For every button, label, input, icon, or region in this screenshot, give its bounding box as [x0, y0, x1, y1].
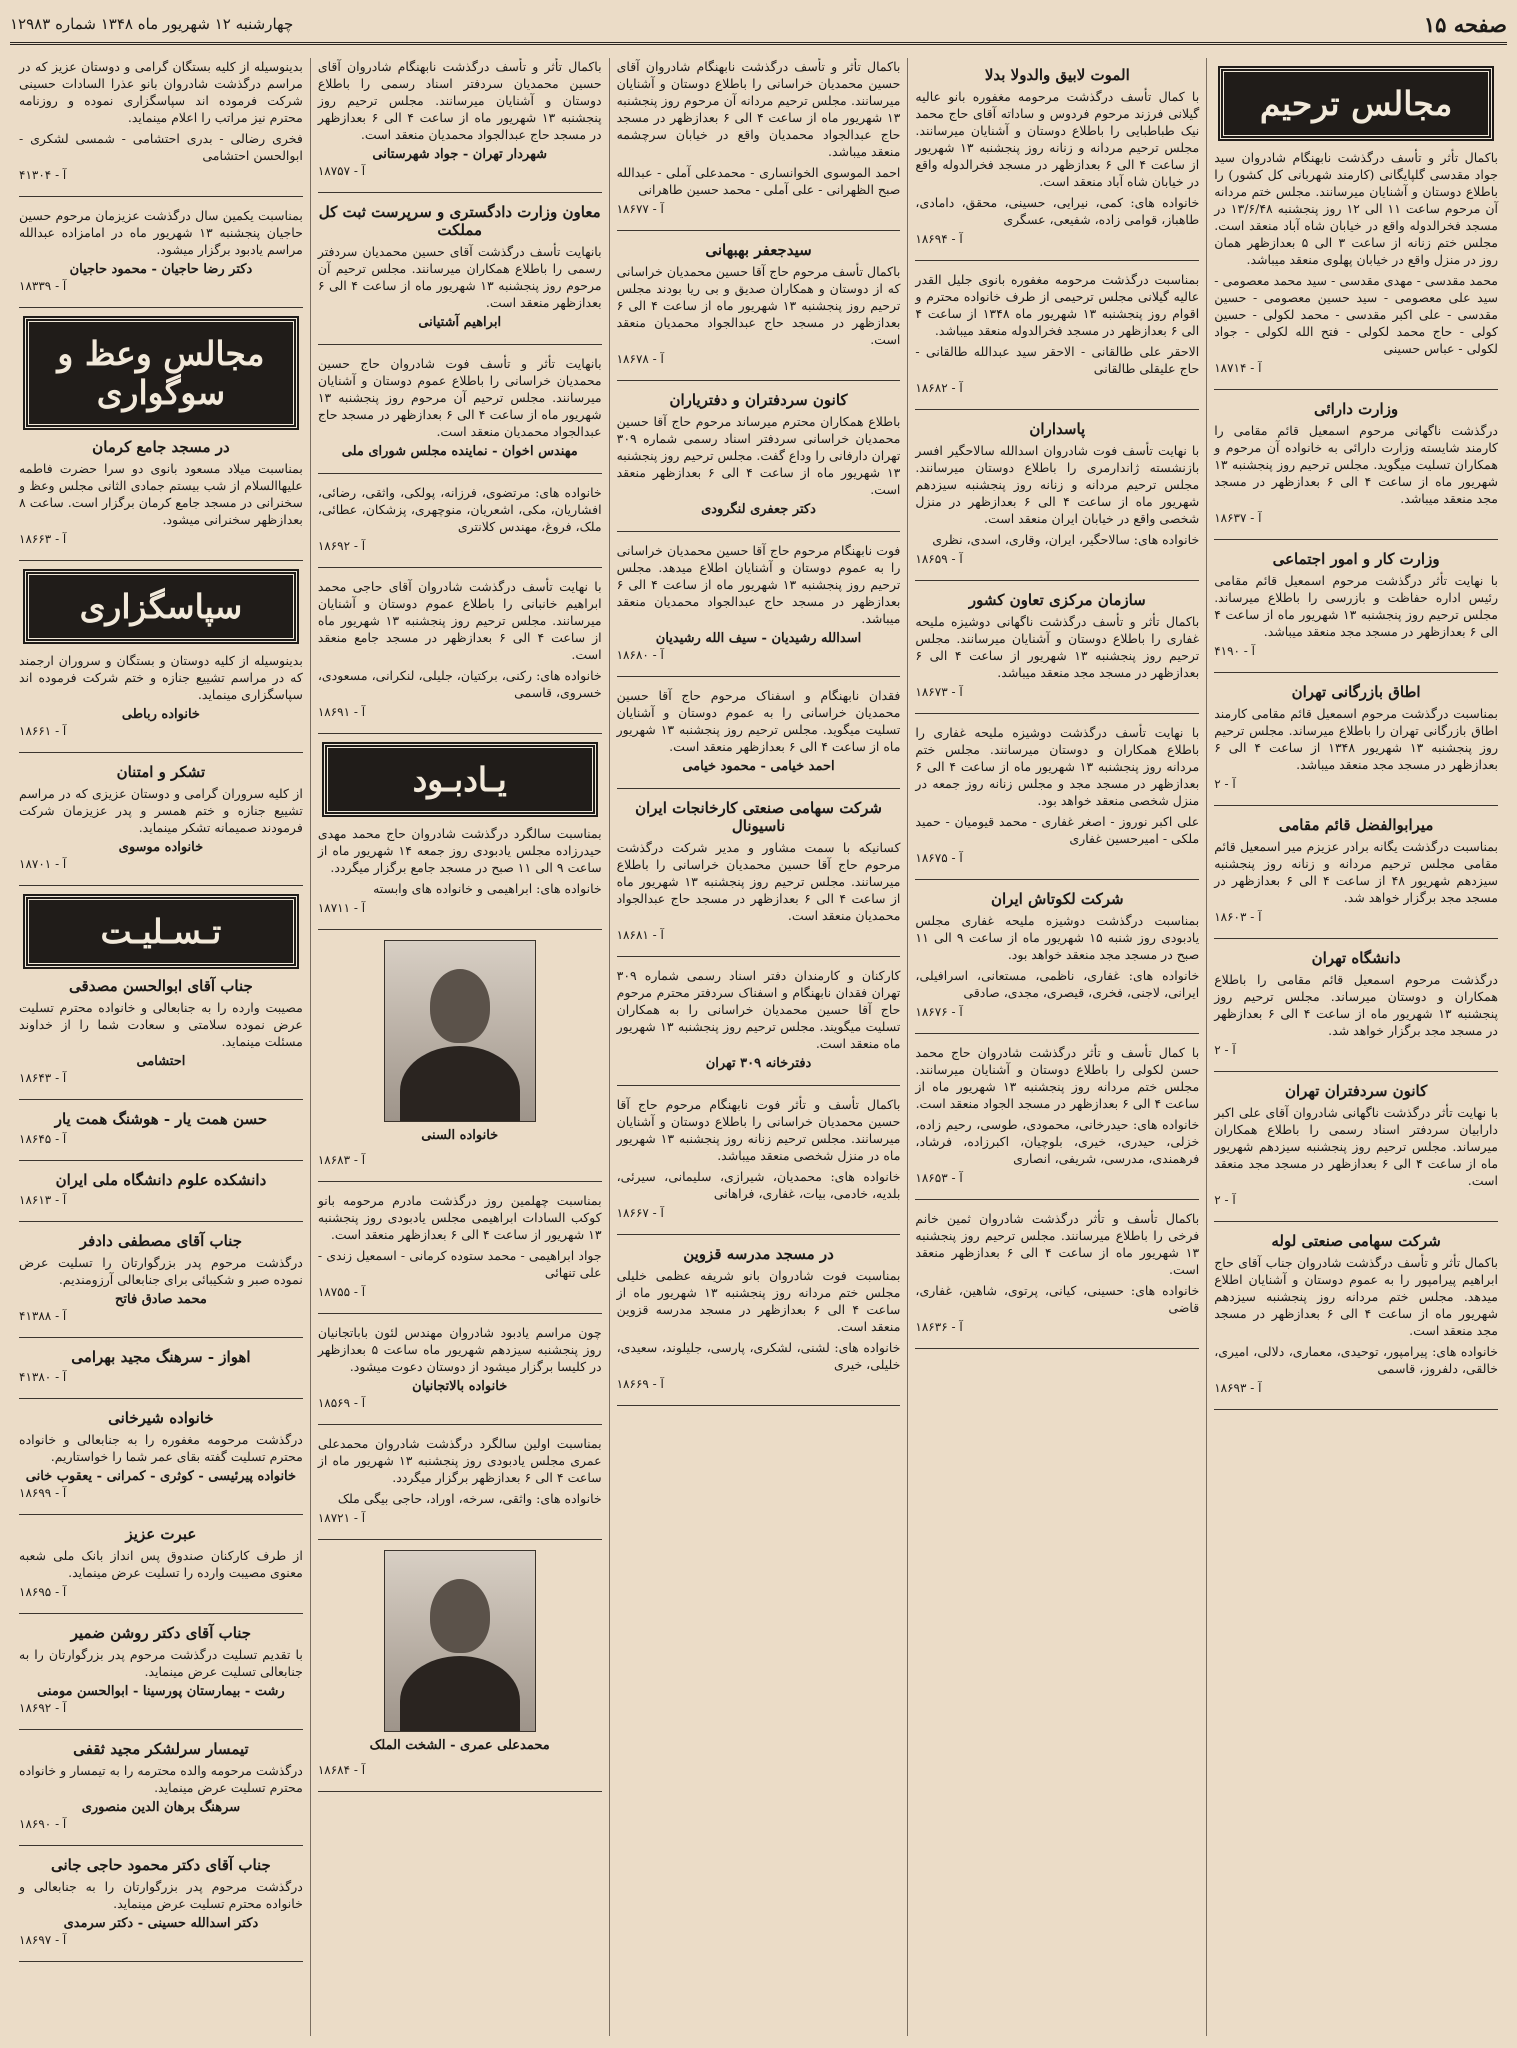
- notice-code: آ - ۱۸۶۸۰: [616, 648, 664, 662]
- notice-text: باکمال تأسف مرحوم حاج آقا حسین محمدیان خراسانی که از دوستان و همکاران صدیق و بی ریا بودند مجلس ترحیم روز پنجشنبه ۱۳ شهریور ماه از ساعت ۴ الی ۶ بعدازظهر در مسجد حاج عبدالجواد محمدیان منعقد است.: [616, 264, 901, 347]
- notice-block: [318, 1550, 602, 1777]
- notice-code: آ - ۱۸۷۱۱: [317, 901, 366, 915]
- divider: [1214, 1071, 1498, 1072]
- notice-heading: کانون سردفتران و دفترياران: [669, 391, 848, 409]
- notice-block: [19, 1624, 303, 1715]
- notice-code: آ - ۱۸۶۹۵: [19, 1585, 67, 1599]
- divider: [19, 752, 303, 753]
- notice-block: [318, 58, 602, 178]
- notice-block: [318, 1324, 602, 1410]
- divider: [19, 1961, 303, 1962]
- notice-text: با نهایت تأسف درگذشت شادروان آقای حاجی محمد ابراهیم خانبانی را باطلاع عموم دوستان و آشنایان میرسانند. مجلس ترحیم روز پنجشنبه ۱۳ شهریور ماه از ساعت ۴ الی ۶ بعدازظهر در مسجد جامع منعقد است.: [317, 579, 602, 662]
- divider: [318, 733, 602, 734]
- notice-block: [318, 578, 602, 719]
- notice-block: [1214, 683, 1498, 791]
- notice-code: آ - ۱۸۶۷۷: [616, 202, 664, 216]
- notice-text: با کمال تأسف و تأثر درگذشت شادروان حاج محمد حسن لکولی را باطلاع دوستان و آشنایان میرسانند. مجلس ختم مردانه روز پنجشنبه ۱۳ شهریور ماه از ساعت ۴ الی ۶ بعدازظهر در مسجد الجواد منعقد است.: [915, 1045, 1200, 1111]
- divider: [617, 1085, 901, 1086]
- notice-text: درگذشت مرحوم پدر بزرگوارتان را تسلیت عرض نموده صبر و شکیبائی برای جنابعالی آرزومندیم.: [19, 1255, 303, 1287]
- notice-code: آ - ۱۸۶۶۹: [616, 1377, 664, 1391]
- issue-info: چهارشنبه ۱۲ شهریور ماه ۱۳۴۸ شماره ۱۲۹۸۳: [10, 15, 294, 33]
- notice-block: [19, 58, 303, 182]
- notice-code: آ - ۴۱۹۰: [1214, 644, 1256, 658]
- notice-signature: رشت - بیمارستان پورسینا - ابوالحسن مومنی: [37, 1684, 285, 1699]
- notice-text: با نهایت تأسف فوت شادروان اسدالله سالاحگیر افسر بازنشسته ژاندارمری را باطلاع دوستان میرسانند. مجلس ترحیم مردانه و زنانه روز پنجشنبه سیزدهم شهریور ماه از ساعت ۴ الی ۶ بعدازظهر در منزل شخصی واقع در خیابان ایران منعقد است.: [915, 443, 1200, 526]
- notice-code: آ - ۱۸۳۳۹: [19, 279, 67, 293]
- notice-code: آ - ۱۸۶۳۶: [915, 1320, 963, 1334]
- notice-heading: معاون وزارت دادگستری و سرپرست ثبت کل مملکت: [318, 203, 601, 239]
- notice-block: [915, 271, 1199, 395]
- notice-heading: سیدجعفر بهبهانی: [705, 241, 812, 259]
- divider: [19, 885, 303, 886]
- notice-code: آ - ۱۸۵۶۹: [317, 1396, 366, 1410]
- notice-block: [617, 687, 901, 774]
- notice-code: آ - ۱۸۶۸۴: [317, 1763, 366, 1777]
- divider: [1214, 389, 1498, 390]
- column-4: [310, 58, 609, 2036]
- notice-text: باکمال تأثر و تأسف درگذشت نابهنگام شادروان سید جواد مقدسی گلپایگانی (کارمند شهربانی کل کشور) را باطلاع دوستان و آشنایان میرسانند. مجلس ختم مردانه آن مرحوم ساعت ۱۱ الی ۱۲ روز پنجشنبه ۱۳/۶/۴۸ در مسجد فخرالدوله واقع در خیابان شاه آباد منعقد است. مجلس ختم زنانه از ساعت ۳ الی ۵ بعدازظهر همان روز در منزل واقع در خیابان پهلوی منعقد میباشد.: [1214, 150, 1498, 267]
- notice-code: آ - ۱۸۶۳۷: [1214, 511, 1262, 525]
- notice-block: [617, 58, 901, 216]
- notice-code: آ - ۲: [1214, 1043, 1236, 1057]
- notice-text: از طرف کارکنان صندوق پس انداز بانک ملی شعبه معنوی مصیبت وارده را تسلیت عرض مینماید.: [19, 1548, 303, 1580]
- divider: [318, 1313, 602, 1314]
- notice-signature: احمد خیامی - محمود خیامی: [682, 759, 835, 774]
- divider: [318, 344, 602, 345]
- notice-families: خانواده های: سالاحگیر، ایران، وقاری، اسدی، نظری: [932, 532, 1200, 547]
- notice-text: درگذشت ناگهانی مرحوم اسمعیل قائم مقامی را کارمند شایسته وزارت دارائی به خانواده آن مرحوم و همکاران تسلیت میگوید. مجلس ترحیم روز پنجشنبه ۱۳ شهریور ماه از ساعت ۴ الی ۶ بعدازظهر در مسجد مجد منعقد میباشد.: [1214, 423, 1499, 506]
- notice-code: آ - ۱۸۶۷۳: [915, 685, 963, 699]
- notice-code: آ - ۱۸۶۹۴: [915, 232, 963, 246]
- notice-heading: عبرت عزیز: [125, 1525, 197, 1543]
- notice-code: آ - ۱۸۶۸۱: [616, 928, 664, 942]
- notice-heading: جناب آقای ابوالحسن مصدقی: [69, 977, 253, 995]
- notice-signature: مهندس اخوان - نماینده مجلس شورای ملی: [341, 444, 578, 459]
- notice-signature: اسدالله رشیدیان - سیف الله رشیدیان: [655, 631, 862, 646]
- notice-text: بدینوسیله از کلیه بستگان گرامی و دوستان عزیز که در مراسم درگذشت شادروان بانو عذرا السادات حسینی شرکت فرموده اند سپاسگزاری نموده و روزنامه محترم نیز مراتب را اعلام مینماید.: [19, 59, 303, 125]
- divider: [318, 1539, 602, 1540]
- notice-block: [318, 825, 602, 915]
- notice-text: بدینوسیله از کلیه دوستان و بستگان و سروران ارجمند که در مراسم تشییع جنازه و ختم شرکت فرموده اند سپاسگزاری مینماید.: [19, 653, 303, 702]
- notice-families: علی اکبر نوروز - اصغر غفاری - محمد قیومیان - حمید ملکی - امیرحسین غفاری: [915, 814, 1200, 846]
- section-banner: مجالس ترحیم: [1220, 68, 1492, 139]
- notice-families: احمد الموسوی الخوانساری - محمدعلی آملی - عبدالله صبح الظهرانی - علی آملی - محمد حسین طاهرانی: [616, 165, 901, 197]
- columns: [12, 58, 1505, 2036]
- divider: [617, 1234, 901, 1235]
- notice-heading: الموت لابیق والدولا بدلا: [984, 66, 1130, 84]
- notice-text: درگذشت مرحومه مغفوره را به جنابعالی و خانواده محترم تسلیت گفته بقای عمر شما را خواستاریم.: [19, 1432, 303, 1464]
- notice-block: [19, 438, 303, 546]
- notice-text: با نهایت تأثر درگذشت مرحوم اسمعیل قائم مقامی رئیس اداره حفاظت و بازرسی را باطلاع میرساند. مجلس ترحیم روز پنجشنبه ۱۳ شهریور ماه از ساعت ۴ الی ۶ بعدازظهر در مسجد مجد منعقد میباشد.: [1214, 573, 1498, 639]
- notice-heading: کانون سردفتران تهران: [1284, 1082, 1428, 1100]
- portrait-caption: خانواده السنی: [421, 1128, 499, 1143]
- notice-block: [19, 207, 303, 293]
- notice-families: جواد ابراهیمی - محمد ستوده کرمانی - اسمعیل زندی - علی تنهائی: [317, 1248, 602, 1280]
- section-banner: سپاسگزاری: [25, 571, 297, 642]
- notice-heading: تیمسار سرلشکر مجید ثقفی: [73, 1740, 249, 1758]
- notice-families: خانواده های: پیرامپور، توحیدی، معماری، دلالی، امیری، خالقی، دلفروز، قاسمی: [1214, 1344, 1498, 1376]
- notice-families: خانواده های: واثقی، سرخه، اوراد، حاجی بیگی ملک: [337, 1491, 602, 1506]
- notice-text: با نهایت تأثر درگذشت ناگهانی شادروان آقای علی اکبر دارابیان سردفتر اسناد رسمی را باطلاع همکاران میرساند. مجلس ترحیم روز پنجشنبه سیزدهم شهریور ماه از ساعت ۴ الی ۶ بعدازظهر در مسجد مجد منعقد است.: [1214, 1105, 1499, 1188]
- notice-families: خانواده های: غفاری، ناظمی، مستعانی، اسرافیلی، ایرانی، لاجنی، فخری، قیصری، مجدی، صادقی: [915, 968, 1200, 1000]
- notice-text: بمناسبت چهلمین روز درگذشت مادرم مرحومه بانو کوکب السادات ابراهیمی مجلس یادبودی روز پنجشنبه ۱۳ شهریور از ساعت ۴ الی ۶ بعدازظهر منعقد است.: [317, 1193, 602, 1242]
- page-header: [10, 6, 1507, 45]
- notice-heading: جناب آقای مصطفی دادفر: [79, 1232, 243, 1250]
- notice-heading: جناب آقای دکتر روشن ضمیر: [70, 1624, 252, 1642]
- notice-families: محمد مقدسی - مهدی مقدسی - سید محمد معصومی - سید علی معصومی - سید حسین معصومی - حسین مقدسی - علی اکبر مقدسی - محمد لکولی - حسین کولی - حاج محمد لکولی - فتح الله لکولی - جواد لکولی - عباس حسینی: [1214, 273, 1498, 356]
- divider: [318, 1791, 602, 1792]
- notice-signature: خانواده بالاتجانیان: [412, 1379, 508, 1394]
- notice-text: باطلاع همکاران محترم میرساند مرحوم حاج آقا حسین محمدیان خراسانی سردفتر اسناد رسمی شماره ۳۰۹ تهران دارفانی را وداع گفت. مجلس ترحیم روز پنجشنبه ۱۳ شهریور ماه از ساعت ۴ الی ۶ بعدازظهر منعقد است.: [616, 414, 901, 497]
- notice-code: آ - ۱۸۶۱۳: [19, 1193, 67, 1207]
- divider: [915, 713, 1199, 714]
- notice-block: [1214, 1082, 1498, 1207]
- divider: [915, 580, 1199, 581]
- notice-signature: خانواده پیرئیسی - کوثری - کمرانی - یعقوب خانی: [25, 1469, 297, 1484]
- notice-text: بمناسبت درگذشت دوشیزه ملیحه غفاری مجلس یادبودی روز شنبه ۱۵ شهریور ماه از ساعت ۹ الی ۱۱ صبح در مسجد مجد منعقد خواهد بود.: [915, 913, 1200, 962]
- notice-code: آ - ۱۸۶۸۳: [317, 1153, 366, 1167]
- divider: [19, 1099, 303, 1100]
- divider: [617, 380, 901, 381]
- notice-block: [915, 1210, 1199, 1334]
- notice-block: [617, 1245, 901, 1391]
- portrait-photo: [384, 1550, 536, 1732]
- notice-heading: در مسجد جامع کرمان: [92, 438, 230, 456]
- notice-heading: شرکت سهامی صنعتی لوله: [1271, 1232, 1441, 1250]
- portrait-caption: محمدعلی عمری - الشخت الملک: [369, 1738, 550, 1753]
- page-number: صفحه ۱۵: [1423, 11, 1507, 37]
- notice-signature: ابراهیم آشتیانی: [418, 315, 502, 330]
- notice-heading: میرابوالفضل قائم مقامی: [1278, 816, 1434, 834]
- notice-text: بمناسبت درگذشت مرحوم اسمعیل قائم مقامی کارمند اطاق بازرگانی تهران را باطلاع میرساند. مجلس ترحیم روز پنجشنبه ۱۳ شهریور ۱۳۴۸ از ساعت ۴ الی ۶ بعدازظهر در مسجد مجد منعقد میباشد.: [1214, 706, 1498, 772]
- divider: [1214, 672, 1498, 673]
- notice-block: [1214, 816, 1498, 924]
- section-banner: تـسـلیـت: [25, 896, 297, 967]
- notice-heading: خانواده شیرخانی: [108, 1409, 214, 1427]
- notice-block: [19, 1525, 303, 1599]
- divider: [19, 1514, 303, 1515]
- notice-text: از کلیه سروران گرامی و دوستان عزیزی که در مراسم تشییع جنازه و ختم همسر و پدر عزیزمان شرکت فرمودند صمیمانه تشکر مینماید.: [19, 786, 303, 835]
- notice-code: آ - ۱۸۶۸۲: [915, 381, 963, 395]
- notice-block: [617, 799, 901, 942]
- notice-text: بانهایت تأسف درگذشت آقای حسین محمدیان سردفتر رسمی را باطلاع همکاران میرسانند. مجلس ترحیم آن مرحوم روز پنجشنبه ۱۳ شهریور ماه از ساعت ۴ الی ۶ بعدازظهر منعقد است.: [317, 244, 602, 310]
- notice-block: [19, 1232, 303, 1323]
- divider: [915, 260, 1199, 261]
- notice-families: الاحقر علی طالقانی - الاحقر سید عبدالله طالقانی - حاج علیقلی طالقانی: [915, 344, 1200, 376]
- divider: [318, 473, 602, 474]
- notice-block: [915, 724, 1199, 865]
- notice-families: خانواده های: رکنی، برکتیان، جلیلی، لنکرانی، مسعودی، خسروی، قاسمی: [317, 668, 602, 700]
- divider: [19, 196, 303, 197]
- notice-code: آ - ۱۸۶۷۵: [915, 851, 963, 865]
- notice-text: باکمال تأثر و تأسف درگذشت شادروان جناب آقای حاج ابراهیم پیرامپور را به عموم دوستان و آشنایان اطلاع میدهد. مجلس ختم مردانه روز پنجشنبه سیزدهم شهریور ماه از ساعت ۴ الی ۶ بعدازظهر در مسجد مجد منعقد است.: [1214, 1255, 1499, 1338]
- notice-text: باکمال تأثر و تأسف درگذشت نابهنگام شادروان آقای حسین محمدیان سردفتر اسناد رسمی را باطلاع دوستان و آشنایان میرسانند. مجلس ترحیم روز پنجشنبه ۱۳ شهریور ماه از ساعت ۴ الی ۶ بعدازظهر در مسجد حاج عبدالجواد محمدیان منعقد است.: [317, 59, 602, 142]
- notice-code: آ - ۱۸۶۹۳: [1214, 1381, 1262, 1395]
- notice-heading: جناب آقای دکتر محمود حاجی جانی: [50, 1856, 271, 1874]
- notice-text: فقدان نابهنگام و اسفناک مرحوم حاج آقا حسین محمدیان خراسانی را به عموم دوستان و آشنایان تسلیت میگوید. مجلس ترحیم روز پنجشنبه ۱۳ شهریور ماه از ساعت ۴ الی ۶ بعدازظهر منعقد است.: [616, 688, 901, 754]
- divider: [19, 1160, 303, 1161]
- notice-block: [19, 652, 303, 738]
- notice-block: [1214, 550, 1498, 658]
- divider: [19, 1398, 303, 1399]
- notice-block: [19, 977, 303, 1085]
- divider: [318, 192, 602, 193]
- divider: [1214, 539, 1498, 540]
- notice-families: فخری رضالی - بدری احتشامی - شمسی لشکری - ابوالحسن احتشامی: [19, 131, 303, 163]
- divider: [617, 956, 901, 957]
- section-banner: یـادبـود: [324, 744, 596, 815]
- notice-block: [19, 1409, 303, 1500]
- notice-text: درگذشت مرحوم پدر بزرگوارتان را به جنابعالی و خانواده محترم تسلیت عرض مینماید.: [19, 1879, 303, 1911]
- divider: [1214, 805, 1498, 806]
- notice-text: درگذشت مرحومه والده محترمه را به تیمسار و خانواده محترم تسلیت عرض مینماید.: [19, 1763, 303, 1795]
- notice-block: [915, 591, 1199, 699]
- notice-code: آ - ۱۸۶۹۱: [317, 705, 366, 719]
- divider: [19, 1221, 303, 1222]
- divider: [1214, 1409, 1498, 1410]
- divider: [19, 1337, 303, 1338]
- notice-heading: در مسجد مدرسه قزوین: [683, 1245, 834, 1263]
- divider: [915, 1033, 1199, 1034]
- notice-code: آ - ۱۸۷۵۵: [317, 1285, 366, 1299]
- notice-heading: دانشگاه تهران: [1311, 949, 1401, 967]
- notice-block: [915, 890, 1199, 1019]
- notice-text: بمناسبت درگذشت مرحومه مغفوره بانوی جلیل القدر عالیه گیلانی مجلس ترحیمی از طرف خانواده محترم و اقوام روز پنجشنبه ۱۳ شهریور ماه ۱۳۴۸ از ساعت ۴ الی ۶ بعدازظهر در مسجد فخرالدوله منعقد میباشد.: [915, 272, 1200, 338]
- notice-heading: پاسداران: [1029, 420, 1086, 438]
- notice-block: [318, 355, 602, 459]
- notice-signature: سرهنگ برهان الدین منصوری: [81, 1800, 241, 1815]
- notice-families: خانواده های: حسینی، کیانی، پرتوی، شاهین، غفاری، قاضی: [915, 1283, 1200, 1315]
- notice-text: باکمال تأسف و تأثر فوت نابهنگام مرحوم حاج آقا حسین محمدیان خراسانی را باطلاع دوستان و آشنایان میرسانند. مجلس ترحیم زنانه روز پنجشنبه ۱۳ شهریور ماه در منزل شخصی منعقد میباشد.: [616, 1097, 901, 1163]
- notice-signature: دکتر رضا حاجیان - محمود حاجیان: [69, 262, 253, 277]
- notice-text: با تقدیم تسلیت درگذشت مرحوم پدر بزرگوارتان را به جنابعالی تسلیت عرض مینماید.: [19, 1647, 303, 1679]
- notice-block: [19, 1856, 303, 1947]
- notice-block: [617, 967, 901, 1071]
- notice-block: [617, 1096, 901, 1220]
- notice-signature: محمد صادق فاتح: [115, 1292, 207, 1307]
- notice-heading: تشکر و امتنان: [116, 763, 206, 781]
- notice-code: آ - ۱۸۶۴۳: [19, 1071, 67, 1085]
- notice-block: [1214, 1232, 1498, 1395]
- notice-text: باکمال تأسف و تأثر درگذشت شادروان ثمین خانم فرخی را باطلاع میرسانند. مجلس ترحیم روز پنجشنبه ۱۳ شهریور ماه از ساعت ۴ الی ۶ بعدازظهر منعقد است.: [915, 1211, 1200, 1277]
- divider: [915, 1348, 1199, 1349]
- notice-heading: دانشکده علوم دانشگاه ملی ایران: [55, 1171, 267, 1189]
- notice-block: [19, 1348, 303, 1384]
- notice-block: [19, 1171, 303, 1207]
- notice-heading: حسن همت یار - هوشنگ همت یار: [54, 1110, 268, 1128]
- notice-text: بمناسبت درگذشت یگانه برادر عزیزم میر اسمعیل قائم مقامی مجلس ترحیم مردانه و زنانه روز پنجشنبه سیزدهم شهریور ۴۸ از ساعت ۴ الی ۶ بعدازظهر در مسجد مجد برگزار خواهد شد.: [1214, 839, 1498, 905]
- divider: [617, 676, 901, 677]
- notice-code: آ - ۱۸۶۹۲: [317, 539, 366, 553]
- divider: [19, 560, 303, 561]
- column-2: [907, 58, 1206, 2036]
- divider: [617, 1405, 901, 1406]
- divider: [318, 1181, 602, 1182]
- notice-code: آ - ۱۸۶۶۳: [19, 532, 67, 546]
- notice-text: باکمال تأثر و تأسف درگذشت نابهنگام شادروان آقای حسین محمدیان خراسانی را باطلاع دوستان و آشنایان میرسانند. مجلس ترحیم مردانه آن مرحوم روز پنجشنبه ۱۳ شهریور ماه از ساعت ۴ الی ۶ بعدازظهر در مسجد حاج عبدالجواد محمدیان واقع در خیابان سرچشمه منعقد میباشد.: [616, 59, 901, 159]
- notice-signature: دکتر جعفری لنگرودی: [701, 502, 816, 517]
- notice-heading: شرکت سهامی صنعتی کارخانجات ایران ناسیونال: [635, 799, 882, 835]
- notice-code: آ - ۱۸۶۷۸: [616, 352, 664, 366]
- notice-block: [617, 391, 901, 517]
- notice-heading: اطاق بازرگانی تهران: [1291, 683, 1421, 701]
- notice-text: بمناسبت یکمین سال درگذشت عزیزمان مرحوم حسین حاجیان پنجشنبه ۱۳ شهریور ماه در امامزاده عبدالله مراسم یادبود برگزار میشود.: [19, 208, 303, 257]
- notice-families: خانواده های: محمدیان، شیرازی، سلیمانی، سیرئی، بلدیه، خادمی، بیات، غفاری، فراهانی: [616, 1169, 901, 1201]
- notice-code: آ - ۱۸۶۶۷: [616, 1206, 664, 1220]
- notice-text: بمناسبت میلاد مسعود بانوی دو سرا حضرت فاطمه علیهاالسلام از شب بیستم جمادی الثانی مجلس وعظ و سخنرانی در مسجد جامع کرمان برگزار است. ساعت ۸ بعدازظهر سخنرانی میشود.: [19, 461, 303, 527]
- portrait-suit: [400, 1656, 520, 1732]
- notice-signature: دکتر اسدالله حسینی - دکتر سرمدی: [63, 1916, 259, 1931]
- notice-block: [19, 763, 303, 871]
- notice-code: آ - ۱۸۶۹۹: [19, 1486, 67, 1500]
- divider: [617, 230, 901, 231]
- notice-code: آ - ۴۱۳۰۴: [19, 168, 67, 182]
- divider: [915, 1199, 1199, 1200]
- notice-families: خانواده های: لشنی، لشکری، پارسی، جلیلوند، سعیدی، خلیلی، خیری: [616, 1340, 901, 1372]
- notice-code: آ - ۱۸۶۶۱: [19, 724, 67, 738]
- notice-code: آ - ۱۸۶۷۶: [915, 1005, 963, 1019]
- notice-signature: احتشامی: [136, 1054, 186, 1069]
- divider: [915, 409, 1199, 410]
- notice-code: آ - ۲: [1214, 1193, 1236, 1207]
- notice-text: با نهایت تأسف درگذشت دوشیزه ملیحه غفاری را باطلاع همکاران و دوستان میرسانند. مجلس ختم مردانه روز پنجشنبه ۱۳ شهریور ماه از ساعت ۴ الی ۶ بعدازظهر در مسجد مجد و مجلس زنانه روز جمعه در منزل شخصی منعقد خواهد بود.: [915, 725, 1200, 808]
- notice-block: [318, 203, 602, 330]
- notice-code: آ - ۱۸۶۴۵: [19, 1132, 67, 1146]
- notice-block: [915, 66, 1199, 246]
- portrait-photo: [384, 940, 536, 1122]
- notice-code: آ - ۲: [1214, 777, 1236, 791]
- column-3: [609, 58, 908, 2036]
- notice-code: آ - ۱۸۷۲۱: [317, 1511, 366, 1525]
- divider: [19, 307, 303, 308]
- notice-code: آ - ۴۱۳۸۸: [19, 1309, 67, 1323]
- divider: [915, 879, 1199, 880]
- notice-heading: وزارت دارائی: [1314, 400, 1399, 418]
- portrait-suit: [400, 1046, 520, 1122]
- notice-text: کسانیکه با سمت مشاور و مدیر شرکت درگذشت مرحوم حاج آقا حسین محمدیان خراسانی را باطلاع میرسانند. مجلس ترحیم روز پنجشنبه ۱۳ شهریور ماه از ساعت ۴ الی ۶ بعدازظهر در مسجد حاج عبدالجواد محمدیان منعقد است.: [616, 840, 901, 923]
- divider: [617, 788, 901, 789]
- notice-code: آ - ۱۸۶۵۹: [915, 552, 963, 566]
- notice-signature: دفترخانه ۳۰۹ تهران: [705, 1056, 812, 1071]
- notice-text: خانواده های: مرتضوی، فرزانه، پولکی، واثقی، رضائی، افشاریان، مکی، اشعریان، منوچهری، پزشکان، عطائی، ملک، فروغ، مهندس کلانتری: [317, 485, 602, 534]
- notice-block: [318, 1192, 602, 1299]
- divider: [617, 531, 901, 532]
- notice-text: بمناسبت اولین سالگرد درگذشت شادروان محمدعلی عمری مجلس یادبودی روز پنجشنبه ۱۳ شهریور ماه از ساعت ۴ الی ۶ بعدازظهر برگزار میگردد.: [317, 1436, 602, 1485]
- notice-code: آ - ۱۸۶۰۳: [1214, 910, 1262, 924]
- notice-text: با کمال تأسف درگذشت مرحومه مغفوره بانو عالیه گیلانی فرزند مرحوم فردوس و ساداته آقای حاج محمد نیک طباطبایی را باطلاع دوستان و آشنایان میرسانند. مجلس ترحیم مردانه و زنانه روز پنجشنبه ۱۳ شهریور از ساعت ۴ الی ۶ بعدازظهر در مسجد فخرالدوله واقع در خیابان شاه آباد منعقد است.: [915, 89, 1200, 189]
- divider: [19, 1845, 303, 1846]
- notice-text: کارکنان و کارمندان دفتر اسناد رسمی شماره ۳۰۹ تهران فقدان نابهنگام و اسفناک سردفتر محترم مرحوم حاج آقا حسین محمدیان خراسانی را به همکاران تسلیت میگویند. مجلس ترحیم روز پنجشنبه ۱۳ شهریور ماه منعقد است.: [616, 968, 901, 1051]
- notice-heading: اهواز - سرهنگ مجید بهرامی: [71, 1348, 251, 1366]
- divider: [1214, 938, 1498, 939]
- notice-block: [1214, 400, 1498, 525]
- divider: [318, 929, 602, 930]
- notice-block: [1214, 949, 1498, 1057]
- notice-code: آ - ۱۸۷۵۷: [317, 164, 366, 178]
- notice-text: باکمال تأثر و تأسف درگذشت ناگهانی دوشیزه ملیحه غفاری را باطلاع دوستان و آشنایان میرسانند. مجلس ترحیم روز پنجشنبه ۱۳ شهریور از ساعت ۴ الی ۶ بعدازظهر در مسجد مجد منعقد میباشد.: [915, 614, 1200, 680]
- divider: [1214, 1221, 1498, 1222]
- notice-block: [19, 1110, 303, 1146]
- notice-text: بمناسبت سالگرد درگذشت شادروان حاج محمد مهدی حیدرزاده مجلس یادبودی روز جمعه ۱۴ شهریور ماه از ساعت ۹ الی ۱۱ صبح در مسجد جامع برگزار میگردد.: [317, 826, 602, 875]
- notice-signature: شهردار تهران - جواد شهرستانی: [372, 147, 548, 162]
- column-5: [12, 58, 310, 2036]
- divider: [318, 567, 602, 568]
- notice-text: فوت نابهنگام مرحوم حاج آقا حسین محمدیان خراسانی را به عموم دوستان و آشنایان اطلاع میدهد. مجلس ترحیم روز پنجشنبه ۱۳ شهریور ماه از ساعت ۴ الی ۶ بعدازظهر در مسجد حاج عبدالجواد محمدیان منعقد میباشد.: [616, 543, 901, 626]
- divider: [19, 1613, 303, 1614]
- notice-heading: وزارت کار و امور اجتماعی: [1272, 550, 1440, 568]
- notice-code: آ - ۴۱۳۸۰: [19, 1370, 67, 1384]
- notice-text: بمناسبت فوت شادروان بانو شریفه عظمی خلیلی مجلس ختم مردانه روز پنجشنبه ۱۳ شهریور ماه از ساعت ۴ الی ۶ بعدازظهر در مسجد مدرسه قزوین منعقد است.: [616, 1268, 901, 1334]
- notice-code: آ - ۱۸۶۹۲: [19, 1701, 67, 1715]
- portrait-face: [430, 1579, 490, 1653]
- notice-block: [1214, 149, 1498, 375]
- notice-block: [318, 940, 602, 1167]
- notice-text: درگذشت مرحوم اسمعیل قائم مقامی را باطلاع همکاران و دوستان میرساند. مجلس ترحیم روز پنجشنبه ۱۳ شهریور ماه از ساعت ۴ الی ۶ بعدازظهر در مسجد مجد برگزار خواهد شد.: [1214, 972, 1498, 1038]
- notice-text: بانهایت تأثر و تأسف فوت شادروان حاج حسین محمدیان خراسانی را باطلاع عموم دوستان و آشنایان میرسانند. مجلس ترحیم آن مرحوم روز پنجشنبه ۱۳ شهریور ماه از ساعت ۴ الی ۶ بعدازظهر در مسجد حاج عبدالجواد محمدیان منعقد است.: [317, 356, 602, 439]
- notice-code: آ - ۱۸۶۵۳: [915, 1171, 963, 1185]
- notice-block: [915, 420, 1199, 566]
- section-banner: مجالس وعظ و سوگواری: [25, 318, 297, 428]
- divider: [19, 1729, 303, 1730]
- column-1: [1206, 58, 1505, 2036]
- notice-block: [617, 241, 901, 366]
- notice-signature: خانواده موسوی: [118, 840, 204, 855]
- notice-families: خانواده های: حیدرخانی، محمودی، طوسی، رحیم زاده، خزلی، حیدری، خیری، بلوچیان، اکبرزاده، فرشاد، فرهمندی، مدرسی، شریفی، انصاری: [915, 1117, 1200, 1166]
- notice-code: آ - ۱۸۶۹۰: [19, 1817, 67, 1831]
- divider: [318, 1424, 602, 1425]
- notice-block: [318, 1435, 602, 1525]
- notice-heading: شرکت لکوتاش ایران: [990, 890, 1124, 908]
- notice-code: آ - ۱۸۷۰۱: [19, 857, 67, 871]
- notice-code: آ - ۱۸۶۹۷: [19, 1933, 67, 1947]
- notice-signature: خانواده رباطی: [121, 707, 200, 722]
- notice-code: آ - ۱۸۷۱۴: [1214, 361, 1262, 375]
- notice-block: [915, 1044, 1199, 1185]
- notice-block: [19, 1740, 303, 1831]
- notice-families: خانواده های: ابراهیمی و خانواده های وابسته: [373, 881, 602, 896]
- notice-text: مصیبت وارده را به جنابعالی و خانواده محترم تسلیت عرض نموده سلامتی و سعادت شما را از خداوند مسئلت مینماید.: [19, 1000, 303, 1049]
- notice-families: خانواده های: کمی، نیرایی، حسینی، محقق، دامادی، طاهباز، قوامی زاده، شفیعی، عسگری: [915, 195, 1200, 227]
- notice-block: [617, 542, 901, 662]
- notice-heading: سازمان مرکزی تعاون کشور: [968, 591, 1146, 609]
- notice-block: [318, 484, 602, 553]
- portrait-face: [430, 969, 490, 1043]
- notice-text: چون مراسم یادبود شادروان مهندس لئون باباتجانیان روز پنجشنبه سیزدهم شهریور ماه ساعت ۵ بعدازظهر در کلیسا برگزار میشود از دوستان دعوت میشود.: [317, 1325, 602, 1374]
